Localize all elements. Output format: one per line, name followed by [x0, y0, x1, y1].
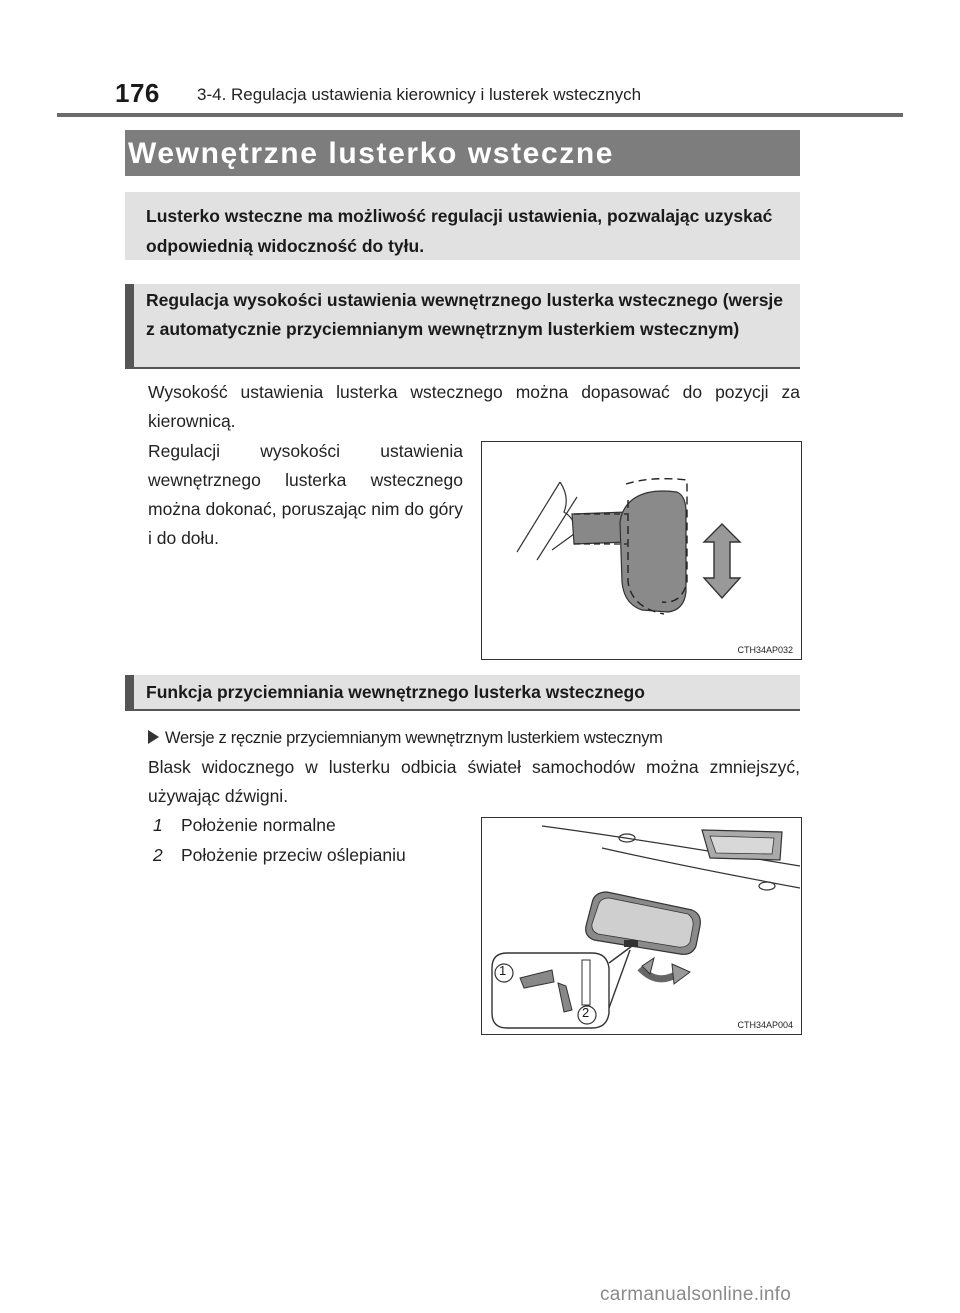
item-number: 1: [153, 815, 163, 835]
item-label: Położenie normalne: [181, 815, 336, 835]
list-item: [153, 841, 406, 870]
intro-text: Lusterko wsteczne ma możliwość regulacji ustawienia, pozwalając uzyskać odpowiednią widoczność do tyłu.: [146, 206, 773, 256]
height-paragraph-2: Regulacji wysokości ustawienia wewnętrznego lusterka wstecznego można dokonać, poruszając nim do góry i do dołu.: [148, 441, 463, 548]
callout-1: 1: [499, 963, 507, 978]
subsection-marker: [125, 284, 134, 369]
header-divider: [57, 113, 903, 117]
triangle-bullet-icon: [148, 730, 159, 744]
height-paragraph-1: Wysokość ustawienia lusterka wstecznego można dopasować do pozycji za kierownicą.: [148, 382, 800, 431]
item-number: 2: [153, 845, 163, 865]
mirror-dimming-illustration: [482, 818, 800, 1033]
variant-text: Wersje z ręcznie przyciemnianym wewnętrznym lusterkiem wstecznym: [165, 729, 663, 747]
chapter-title: 3-4. Regulacja ustawienia kierownicy i lusterek wstecznych: [197, 85, 642, 104]
watermark: carmanualsonline.info: [600, 1284, 792, 1305]
section-title: Wewnętrzne lusterko wsteczne: [128, 137, 615, 170]
variant-line: [148, 724, 800, 753]
subsection-marker: [125, 675, 134, 711]
mirror-height-illustration: [482, 442, 800, 658]
subsection-dimming-title: Funkcja przyciemniania wewnętrznego lusterka wstecznego: [146, 682, 645, 702]
dimming-paragraph: Blask widocznego w lusterku odbicia świateł samochodów można zmniejszyć, używając dźwigni.: [148, 757, 800, 806]
mirror-height-figure: [481, 441, 802, 660]
subsection-height-title: Regulacja wysokości ustawienia wewnętrznego lusterka wstecznego (wersje z automatycznie przyciemnianym wewnętrznym lusterkiem wstecznym): [146, 290, 784, 339]
mirror-dimming-figure: [481, 817, 802, 1035]
figure-code: CTH34AP032: [737, 645, 793, 655]
figure-code: CTH34AP004: [737, 1020, 793, 1030]
list-item: [153, 811, 336, 840]
callout-2: 2: [582, 1005, 590, 1020]
item-label: Położenie przeciw oślepianiu: [181, 845, 406, 865]
page-number: 176: [115, 78, 160, 108]
